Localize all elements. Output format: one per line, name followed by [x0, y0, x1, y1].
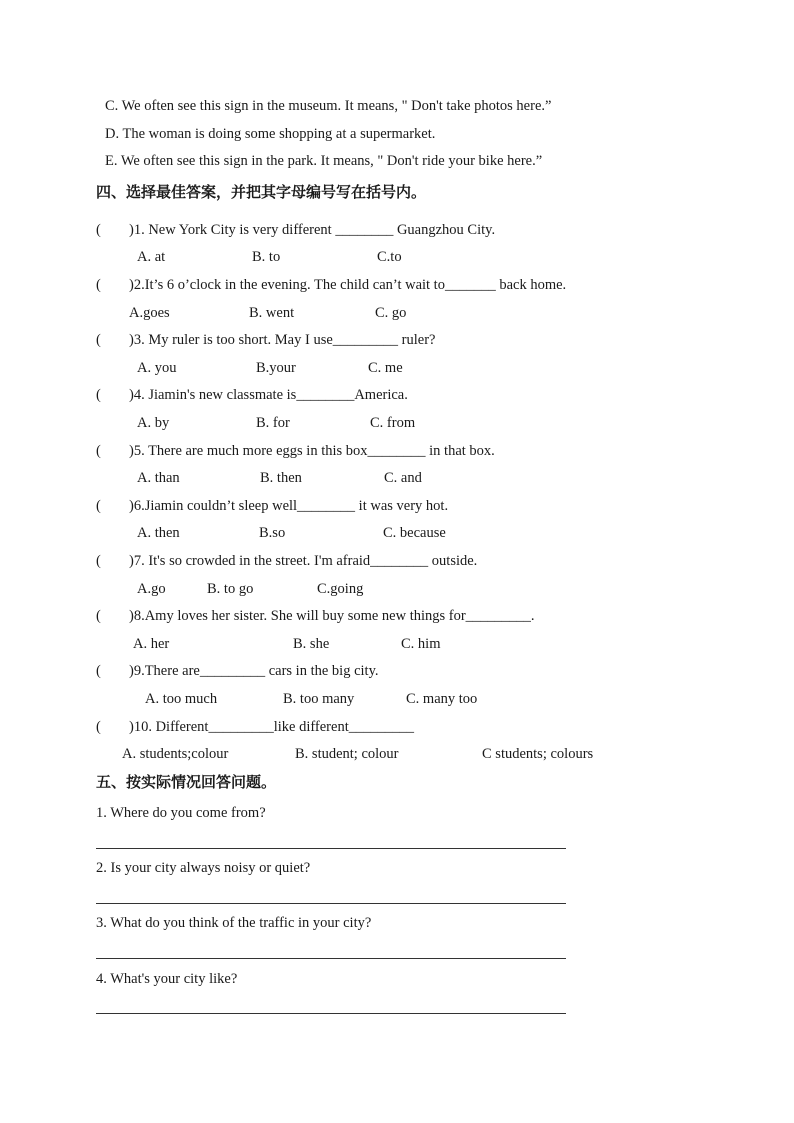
answer-paren[interactable]: (: [96, 553, 101, 569]
answer-paren[interactable]: (: [96, 387, 101, 403]
answer-paren[interactable]: (: [96, 498, 101, 514]
answer-paren[interactable]: (: [96, 222, 101, 238]
q4-option-a: A. by: [137, 415, 170, 431]
question-7: )7. It's so crowded in the street. I'm afraid________ outside.: [129, 553, 478, 569]
q7-option-a: A.go: [137, 581, 166, 597]
q1-option-c: C.to: [377, 249, 402, 265]
question-10: )10. Different_________like different_________: [129, 719, 414, 735]
question-5: )5. There are much more eggs in this box________ in that box.: [129, 443, 495, 459]
q8-option-a: A. her: [133, 636, 170, 652]
q5-option-c: C. and: [384, 470, 422, 486]
answer-paren[interactable]: (: [96, 332, 101, 348]
q9-option-b: B. too many: [283, 691, 355, 707]
matching-item-e: E. We often see this sign in the park. It means, " Don't ride your bike here.”: [105, 153, 543, 169]
section-5-title: 五、按实际情况回答问题。: [96, 773, 277, 791]
q5-option-b: B. then: [260, 470, 302, 486]
q8-option-b: B. she: [293, 636, 330, 652]
answer-paren[interactable]: (: [96, 277, 101, 293]
q1-option-a: A. at: [137, 249, 166, 265]
q4-option-b: B. for: [256, 415, 290, 431]
question-2: )2.It’s 6 o’clock in the evening. The child can’t wait to_______ back home.: [129, 277, 567, 293]
q2-option-c: C. go: [375, 305, 407, 321]
answer-line-2[interactable]: [96, 903, 566, 904]
matching-item-d: D. The woman is doing some shopping at a supermarket.: [105, 126, 436, 142]
q1-option-b: B. to: [252, 249, 281, 265]
answer-paren[interactable]: (: [96, 608, 101, 624]
q10-option-c: C students; colours: [482, 746, 594, 762]
q9-option-a: A. too much: [145, 691, 218, 707]
answer-line-1[interactable]: [96, 848, 566, 849]
open-question-3: 3. What do you think of the traffic in your city?: [96, 915, 372, 931]
answer-paren[interactable]: (: [96, 443, 101, 459]
q7-option-c: C.going: [317, 581, 364, 597]
open-question-4: 4. What's your city like?: [96, 971, 238, 987]
q6-option-b: B.so: [259, 525, 286, 541]
answer-paren[interactable]: (: [96, 663, 101, 679]
q2-option-a: A.goes: [129, 305, 170, 321]
q2-option-b: B. went: [249, 305, 295, 321]
q7-option-b: B. to go: [207, 581, 254, 597]
q8-option-c: C. him: [401, 636, 441, 652]
question-9: )9.There are_________ cars in the big city.: [129, 663, 379, 679]
section-4-title: 四、选择最佳答案，并把其字母编号写在括号内。: [96, 183, 427, 201]
question-1: )1. New York City is very different ________ Guangzhou City.: [129, 222, 496, 238]
q4-option-c: C. from: [370, 415, 416, 431]
open-question-1: 1. Where do you come from?: [96, 805, 266, 821]
q3-option-a: A. you: [137, 360, 177, 376]
q5-option-a: A. than: [137, 470, 180, 486]
q6-option-a: A. then: [137, 525, 180, 541]
q10-option-b: B. student; colour: [295, 746, 399, 762]
answer-line-4[interactable]: [96, 1013, 566, 1014]
question-8: )8.Amy loves her sister. She will buy some new things for_________.: [129, 608, 535, 624]
answer-paren[interactable]: (: [96, 719, 101, 735]
question-4: )4. Jiamin's new classmate is________America.: [129, 387, 408, 403]
answer-line-3[interactable]: [96, 958, 566, 959]
q6-option-c: C. because: [383, 525, 446, 541]
question-3: )3. My ruler is too short. May I use_________ ruler?: [129, 332, 436, 348]
q9-option-c: C. many too: [406, 691, 478, 707]
q3-option-b: B.your: [256, 360, 296, 376]
question-6: )6.Jiamin couldn’t sleep well________ it was very hot.: [129, 498, 449, 514]
q10-option-a: A. students;colour: [122, 746, 229, 762]
open-question-2: 2. Is your city always noisy or quiet?: [96, 860, 311, 876]
matching-item-c: C. We often see this sign in the museum. It means, " Don't take photos here.”: [105, 98, 552, 114]
q3-option-c: C. me: [368, 360, 403, 376]
